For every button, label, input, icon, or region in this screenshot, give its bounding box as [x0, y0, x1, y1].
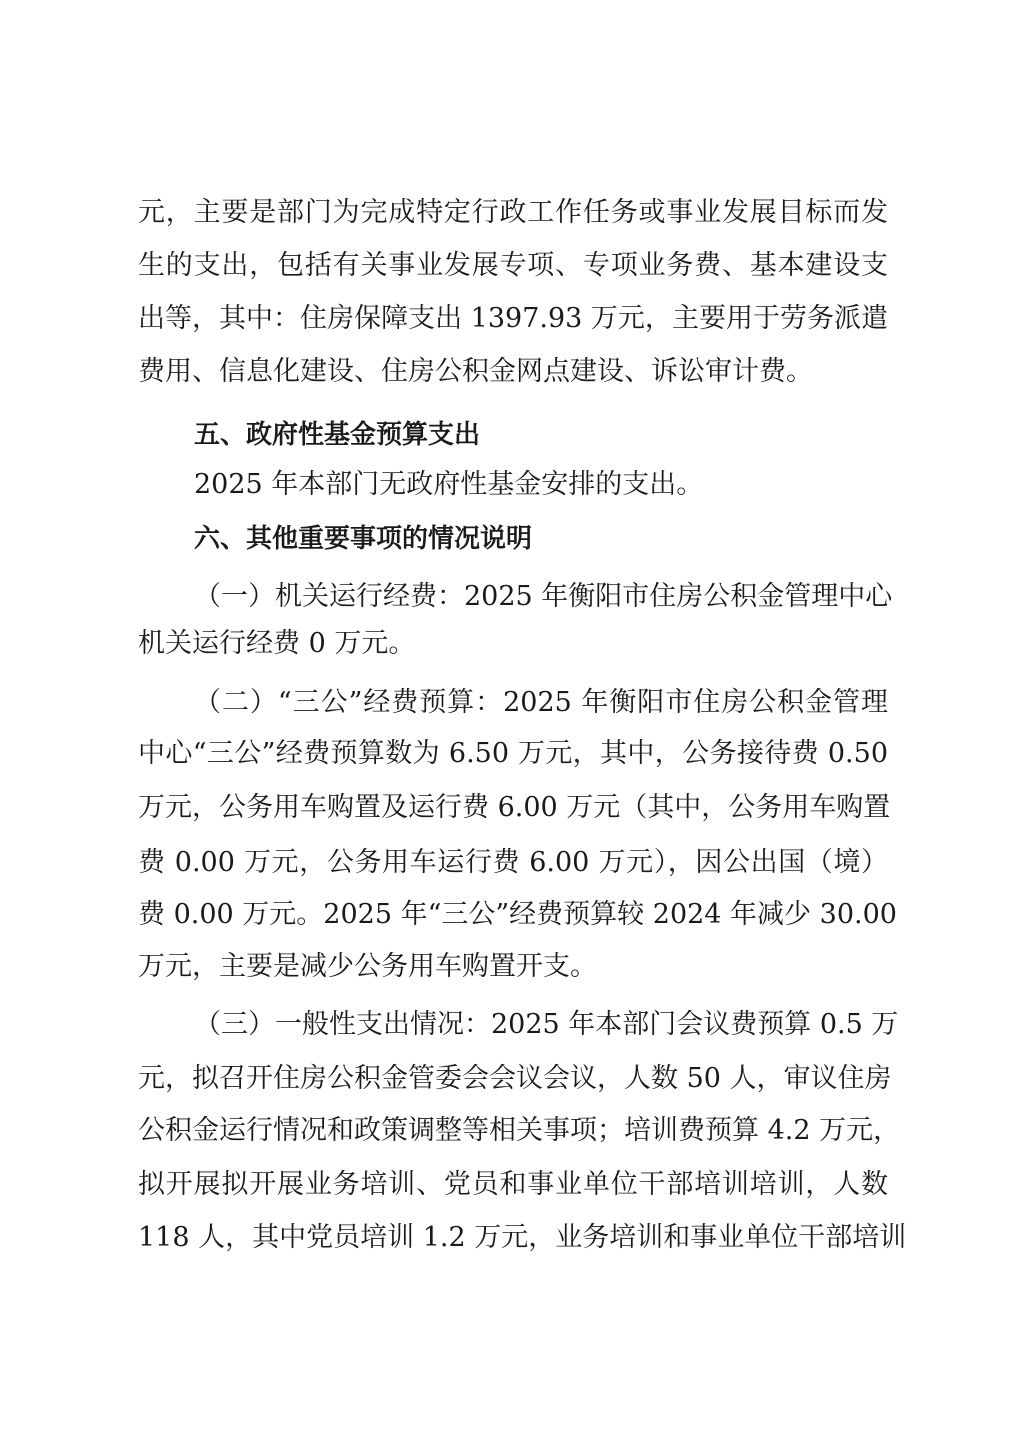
paragraph-line: 中心“三公”经费预算数为 6.50 万元，其中，公务接待费 0.50: [138, 738, 888, 769]
paragraph-line: 费 0.00 万元。2025 年“三公”经费预算较 2024 年减少 30.00: [138, 899, 897, 930]
paragraph-line: 公积金运行情况和政策调整等相关事项；培训费预算 4.2 万元，: [138, 1115, 901, 1146]
paragraph-line: 万元，主要是减少公务用车购置开支。: [138, 951, 597, 982]
paragraph-line: 费用、信息化建设、住房公积金网点建设、诉讼审计费。: [138, 356, 813, 387]
paragraph-line: 拟开展拟开展业务培训、党员和事业单位干部培训培训，人数: [138, 1169, 888, 1200]
paragraph-line: 元，主要是部门为完成特定行政工作任务或事业发展目标而发: [138, 197, 888, 228]
paragraph-line: 2025 年本部门无政府性基金安排的支出。: [194, 469, 704, 500]
paragraph-line: 元，拟召开住房公积金管委会会议会议，人数 50 人，审议住房: [138, 1063, 892, 1094]
section-heading: 五、政府性基金预算支出: [194, 420, 481, 450]
paragraph-line: 机关运行经费 0 万元。: [138, 628, 416, 659]
paragraph-line: 万元，公务用车购置及运行费 6.00 万元（其中，公务用车购置: [138, 792, 891, 823]
paragraph-line: （一）机关运行经费：2025 年衡阳市住房公积金管理中心: [194, 581, 893, 612]
paragraph-line: 生的支出，包括有关事业发展专项、专项业务费、基本建设支: [138, 250, 888, 281]
paragraph-line: 118 人，其中党员培训 1.2 万元，业务培训和事业单位干部培训: [138, 1222, 907, 1253]
paragraph-line: 费 0.00 万元，公务用车运行费 6.00 万元），因公出国（境）: [138, 847, 888, 878]
paragraph-line: （三）一般性支出情况：2025 年本部门会议费预算 0.5 万: [194, 1009, 899, 1040]
section-heading: 六、其他重要事项的情况说明: [194, 524, 533, 554]
paragraph-line: （二）“三公”经费预算：2025 年衡阳市住房公积金管理: [194, 687, 888, 718]
paragraph-line: 出等，其中：住房保障支出 1397.93 万元，主要用于劳务派遣: [138, 303, 888, 334]
